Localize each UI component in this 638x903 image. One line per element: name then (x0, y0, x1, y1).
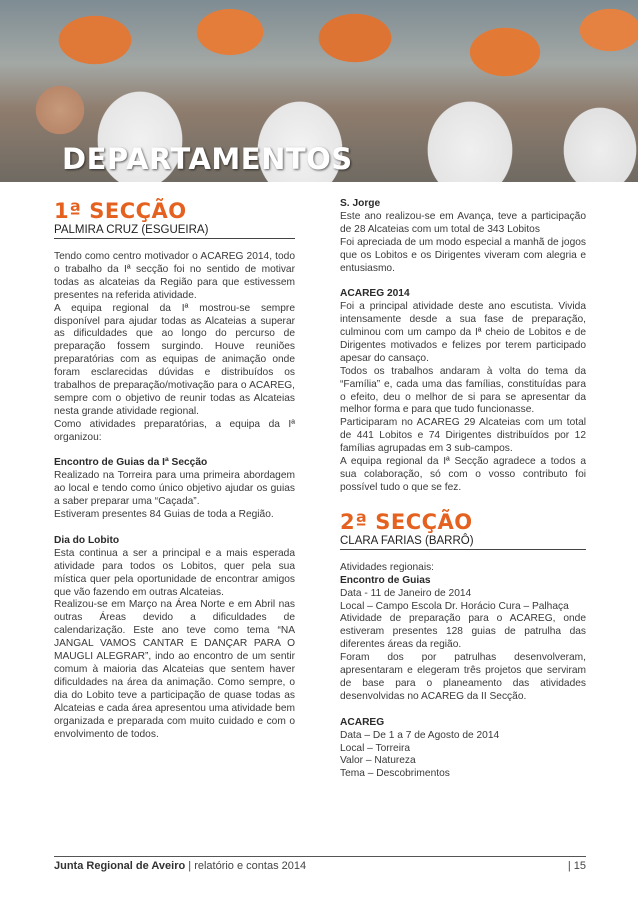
right-paragraph: Foi a principal atividade deste ano escutista. Vivida intensamente desde a sua fase de preparação, culminou com um campo da Iª cheio de Lobitos e de Dirigentes motivados e felizes por terem participado apesar do cansaço. (340, 301, 586, 364)
right-paragraph: Foi apreciada de um modo especial a manhã de jogos que os Lobitos e os Dirigentes viveram com alegria e entusiasmo. (340, 236, 586, 274)
page-title: DEPARTAMENTOS (62, 142, 353, 176)
sjorge-heading: S. Jorge (340, 198, 381, 209)
footer-divider (54, 856, 586, 857)
dia-lobito-heading: Dia do Lobito (54, 534, 120, 546)
section2-line: Atividades regionais: (340, 561, 435, 573)
section2-subtitle: CLARA FARIAS (BARRÔ) (340, 535, 586, 550)
right-paragraph: Participaram no ACAREG 29 Alcateias com um total de 441 Lobitos e 74 Dirigentes distribuídos por 12 famílias agrupadas em 3 sub-campos. (340, 417, 586, 455)
section1-paragraph: Realizado na Torreira para uma primeira abordagem ao local e tendo como único objetivo ajudar os guias a saber preparar uma “Caçada”. (54, 470, 295, 508)
right-paragraph: A equipa regional da Iª Secção agradece a todos a sua colaboração, só com o vosso contributo foi possível tudo o que se fez. (340, 456, 586, 493)
right-column (340, 198, 586, 781)
footer-org: Junta Regional de Aveiro (54, 860, 186, 872)
section1-paragraph: A equipa regional da Iª mostrou-se sempre disponível para ajudar todas as Alcateias a superar as dificuldades que ao longo do percurso de preparação fossem surgindo. Houve reuniões preparatórias com as equipas de animação onde foram esclarecidas dúvidas e distribuídos os trabalhos de preparação/motivação para o ACAREG, sempre com o objetivo de reunir todas as Alcateias nesta grande atividade regional. (54, 302, 295, 417)
right-paragraph: Todos os trabalhos andaram à volta do tema da “Família” e, cada uma das famílias, constituídas para o efeito, deu o melhor de si para se apresentar da melhor forma e para que tudo funcionasse. (340, 365, 586, 416)
section2-line: Local – Campo Escola Dr. Horácio Cura – Palhaça (340, 600, 569, 612)
right-paragraph: Este ano realizou-se em Avança, teve a participação de 28 Alcateias com um total de 343 Lobitos (340, 210, 586, 235)
section1-title: 1ª SECÇÃO (54, 199, 187, 223)
acareg-2014-heading: ACAREG 2014 (340, 288, 410, 300)
section1-paragraph: Tendo como centro motivador o ACAREG 2014, todo o trabalho da Iª secção foi no sentido de motivar todas as alcateias da Região para que estivessem presentes na referida atividade. (54, 251, 295, 301)
section1-subtitle: PALMIRA CRUZ (ESGUEIRA) (54, 224, 295, 239)
section2-line: Valor – Natureza (340, 755, 416, 767)
section1-paragraph: Como atividades preparatórias, a equipa da Iª organizou: (54, 418, 295, 443)
section2-paragraph: Foram dos por patrulhas desenvolveram, apresentaram e elegeram três projetos que serviram de base para o planeamento das atividades desenvolvidas no ACAREG da II Secção. (340, 652, 586, 702)
left-column (54, 198, 295, 741)
section2-paragraph: Atividade de preparação para o ACAREG, onde estiveram presentes 128 guias de patrulha das diferentes áreas da região. (340, 613, 586, 651)
section2-line: Local – Torreira (340, 742, 411, 754)
footer-report: | relatório e contas 2014 (185, 860, 307, 872)
section1-paragraph: Estiveram presentes 84 Guias de toda a Região. (54, 509, 274, 521)
section2-line: Tema – Descobrimentos (340, 768, 450, 780)
section2-line: Data – De 1 a 7 de Agosto de 2014 (340, 729, 500, 741)
section1-paragraph: Realizou-se em Março na Área Norte e em Abril nas outras Áreas devido a dificuldades de calendarização. Este ano teve como tema “NA JANGAL VAMOS CANTAR E DANÇAR PARA O MAUGLI ALEGRAR”, indo ao encontro de um sentir comum à maioria das Alcateias que sentem haver dificuldades na área da animação. Como sempre, o dia do Lobito teve a participação de quase todas as Alcateias e cada área apresentou uma atividade bem organizada e preparada com muito cuidado e com o envolvimento de todos. (54, 599, 295, 740)
section2-line: Data - 11 de Janeiro de 2014 (340, 587, 472, 599)
section1-paragraph: Esta continua a ser a principal e a mais esperada atividade para todos os Lobitos, quer pela sua mística quer pela oportunidade de encontrar amigos que vão fazendo em outras Alcateias. (54, 547, 295, 598)
section2-title: 2ª SECÇÃO (340, 509, 473, 534)
page-number: | 15 (567, 860, 586, 872)
encontro-guias-heading: Encontro de Guias da Iª Secção (54, 457, 208, 469)
encontro-guias-2-heading: Encontro de Guias (340, 574, 431, 586)
acareg-heading: ACAREG (340, 716, 385, 728)
hero-photo (0, 0, 638, 182)
footer (54, 860, 586, 872)
